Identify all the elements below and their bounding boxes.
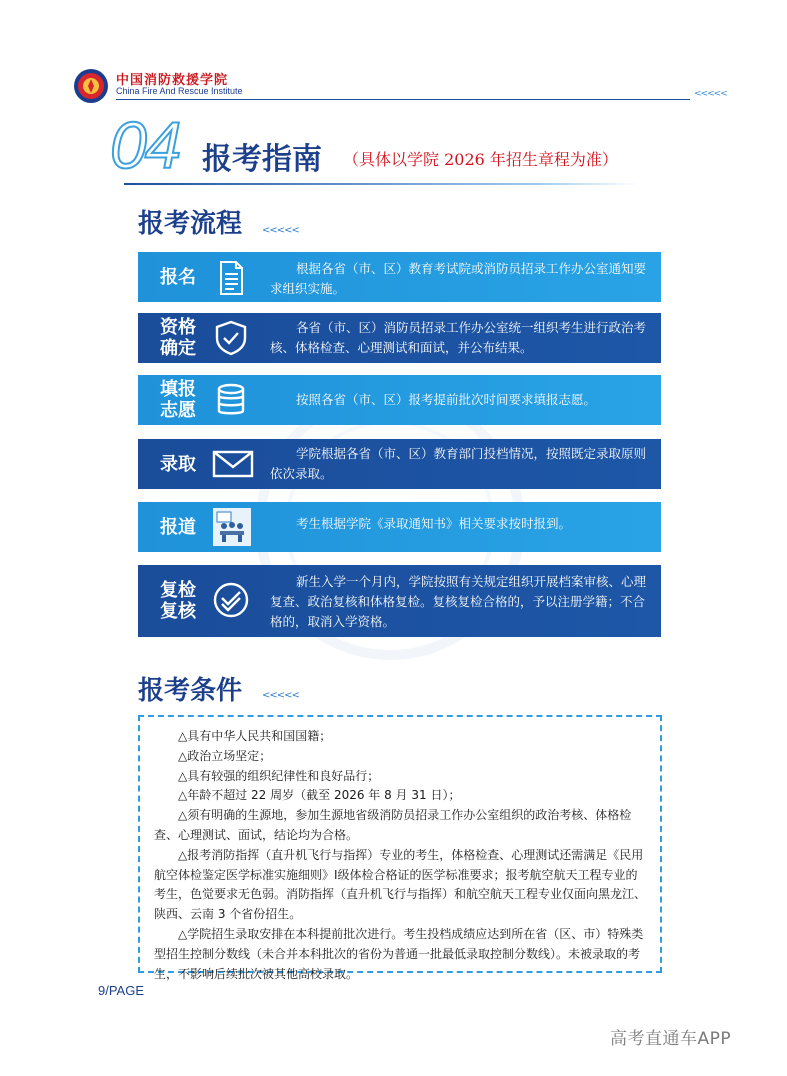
step-registration (138, 252, 661, 302)
step-label: 报道 (160, 517, 196, 538)
conditions-heading: 报考条件 (138, 676, 243, 706)
conditions-box (138, 715, 662, 981)
step-label: 复检 复核 (160, 580, 196, 622)
step-admission (138, 439, 661, 489)
step-description: 按照各省（市、区）报考提前批次时间要求填报志愿。 (296, 392, 597, 407)
step-recheck (138, 565, 661, 637)
step-description: 新生入学一个月内，学院按照有关规定组织开展档案审核、心理复查、政治复核和体格复检。复核复检合格的，予以注册学籍；不合格的，取消入学资格。 (270, 574, 647, 629)
step-description: 考生根据学院《录取通知书》相关要求按时报到。 (296, 516, 572, 531)
condition-item: △须有明确的生源地，参加生源地省级消防员招录工作办公室组织的政治考核、体格检查、心理测试、面试，结论均为合格。 (154, 808, 632, 842)
condition-item: △年龄不超过 22 周岁（截至 2026 年 8 月 31 日）； (178, 788, 461, 803)
step-qualification (138, 313, 661, 363)
process-arrows: <<<<< (262, 225, 299, 236)
app-watermark: 高考直通车APP (610, 1029, 732, 1049)
condition-item: △具有中华人民共和国国籍； (178, 729, 332, 743)
header-divider (116, 99, 690, 100)
database-stack-icon (212, 381, 250, 419)
title-note: （具体以学院 2026 年招生章程为准） (343, 150, 618, 169)
envelope-icon (212, 445, 254, 483)
chapter-number: 04 (110, 108, 180, 182)
step-description: 各省（市、区）消防员招录工作办公室统一组织考生进行政治考核、体格检查、心理测试和面试，并公布结果。 (270, 320, 647, 355)
institute-name-en: China Fire And Rescue Institute (116, 86, 243, 96)
step-label: 录取 (160, 454, 196, 475)
institute-logo-icon (73, 68, 109, 104)
step-description: 学院根据各省（市、区）教育部门投档情况，按照既定录取原则依次录取。 (270, 446, 647, 481)
step-label: 填报 志愿 (160, 379, 196, 421)
institute-name-cn: 中国消防救援学院 (116, 73, 229, 88)
meeting-illustration-icon (212, 507, 252, 547)
condition-item: △政治立场坚定； (178, 748, 272, 763)
shield-check-icon (212, 319, 250, 357)
header-arrows: <<<<< (694, 89, 727, 99)
step-application (138, 375, 661, 425)
step-label: 资格 确定 (160, 317, 196, 359)
page-title: 报考指南 (202, 142, 322, 177)
step-report (138, 502, 661, 552)
condition-item: △报考消防指挥（直升机飞行与指挥）专业的考生，体格检查、心理测试还需满足《民用航空体检鉴定医学标准实施细则》Ⅰ级体检合格证的医学标准要求；报考航空航天工程专业的考生，色觉要求无色弱。消防指挥（直升机飞行与指挥）和航空航天工程专业仅面向黑龙江、陕西、云南 3 个省份招生。 (154, 847, 647, 922)
page-number: 9/PAGE (98, 983, 145, 998)
condition-item: △具有较强的组织纪律性和良好品行； (178, 768, 380, 783)
double-check-icon (212, 581, 250, 619)
title-underline (124, 183, 640, 185)
process-heading: 报考流程 (138, 209, 243, 239)
step-label: 报名 (160, 267, 196, 288)
conditions-arrows: <<<<< (262, 690, 299, 701)
condition-item: △学院招生录取安排在本科提前批次进行。考生投档成绩应达到所在省（区、市）特殊类型招生控制分数线（未合并本科批次的省份为普通一批最低录取控制分数线）。未被录取的考生，不影响后续批次被其他高校录取。 (154, 926, 644, 981)
document-icon (212, 259, 250, 297)
step-description: 根据各省（市、区）教育考试院或消防员招录工作办公室通知要求组织实施。 (270, 261, 647, 296)
